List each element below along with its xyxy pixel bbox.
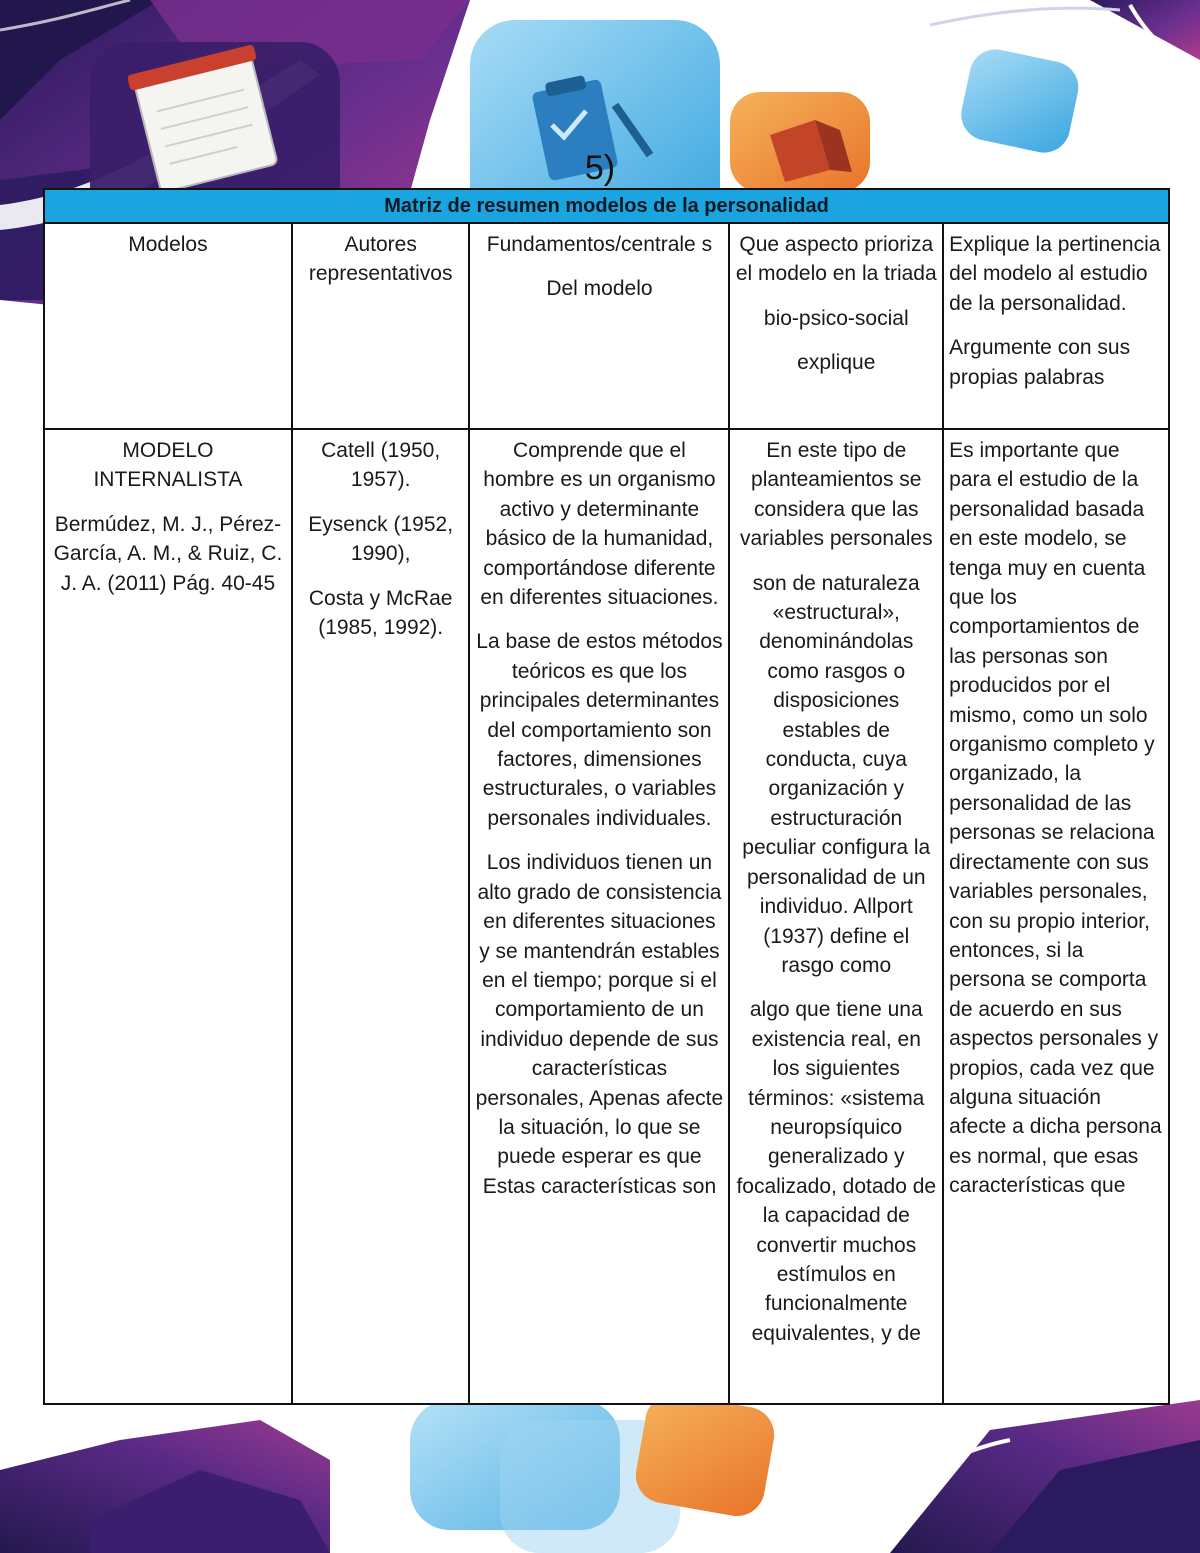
- header-authors: Autores representativos: [292, 223, 470, 429]
- cell-triad-aspect: En este tipo de planteamientos se considera que las variables personales son de naturaleza «estructural», denominándolas como rasgos o disposiciones estables de conducta, cuya organización y estructuración peculiar configura la personalidad de un individuo. Allport (1937) define el rasgo como algo que tiene una existencia real, en los siguientes términos: «sistema neuropsíquico generalizado y focalizado, dotado de la capacidad de convertir muchos estímulos en funcionalmente equivalentes, y de: [729, 429, 943, 1404]
- header-triad-aspect: Que aspecto prioriza el modelo en la triada bio-psico-social explique: [729, 223, 943, 429]
- summary-matrix-table: [43, 188, 1170, 1405]
- header-foundations: Fundamentos/centrale s Del modelo: [469, 223, 729, 429]
- header-models: Modelos: [44, 223, 292, 429]
- page-number: 5): [584, 149, 616, 187]
- table-title: Matriz de resumen modelos de la personalidad: [44, 189, 1169, 223]
- header-row: [44, 223, 1169, 429]
- cell-authors: Catell (1950, 1957). Eysenck (1952, 1990), Costa y McRae (1985, 1992).: [292, 429, 470, 1404]
- table-row: [44, 429, 1169, 1404]
- cell-pertinence: Es importante que para el estudio de la personalidad basada en este modelo, se tenga muy en cuenta que los comportamientos de las personas son producidos por el mismo, como un solo organismo completo y organizado, la personalidad de las personas se relaciona directamente con sus variables personales, con su propio interior, entonces, si la persona se comporta de acuerdo en sus aspectos personales y propios, cada vez que alguna situación afecte a dicha persona es normal, que esas características que: [943, 429, 1169, 1404]
- cell-model: MODELO INTERNALISTA Bermúdez, M. J., Pérez-García, A. M., & Ruiz, C. J. A. (2011) Pág. 40-45: [44, 429, 292, 1404]
- header-pertinence: Explique la pertinencia del modelo al estudio de la personalidad. Argumente con sus propias palabras: [943, 223, 1169, 429]
- cell-foundations: Comprende que el hombre es un organismo activo y determinante básico de la humanidad, comportándose diferente en diferentes situaciones. La base de estos métodos teóricos es que los principales determinantes del comportamiento son factores, dimensiones estructurales, o variables personales individuales. Los individuos tienen un alto grado de consistencia en diferentes situaciones y se mantendrán estables en el tiempo; porque si el comportamiento de un individuo depende de sus características personales, Apenas afecte la situación, lo que se puede esperar es que Estas características son: [469, 429, 729, 1404]
